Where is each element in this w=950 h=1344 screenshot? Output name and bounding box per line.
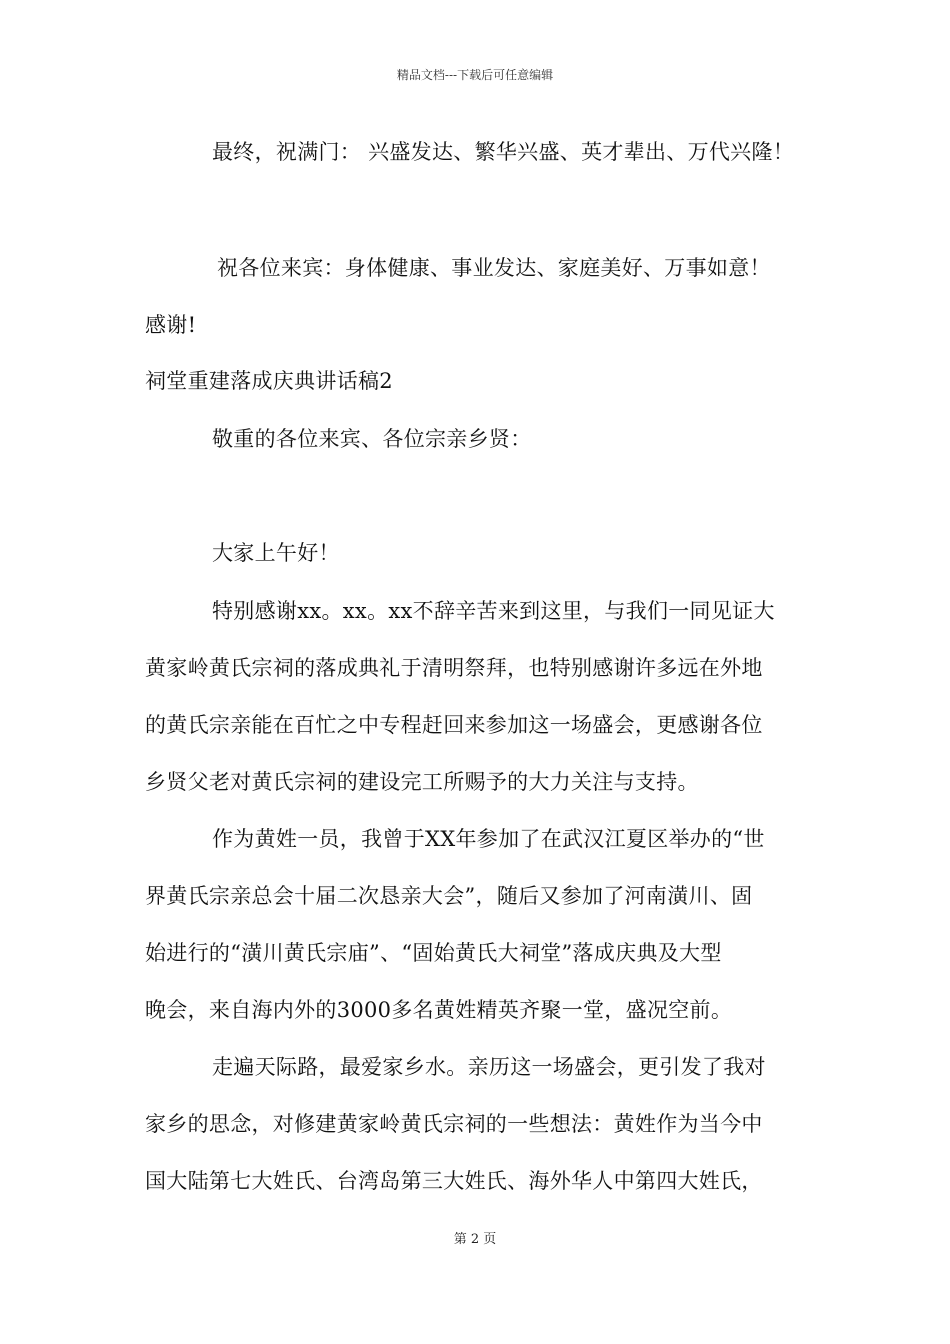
paragraph-line: 晚会，来自海内外的3000多名黄姓精英齐聚一堂，盛况空前。 — [145, 998, 733, 1022]
paragraph-line: 界黄氏宗亲总会十届二次恳亲大会”，随后又参加了河南潢川、固 — [145, 884, 753, 908]
paragraph-line: 家乡的思念，对修建黄家岭黄氏宗祠的一些想法：黄姓作为当今中 — [145, 1112, 763, 1136]
thanks-line: 感谢! — [145, 313, 197, 337]
paragraph-line: 的黄氏宗亲能在百忙之中专程赶回来参加这一场盛会，更感谢各位 — [145, 713, 763, 737]
section-title: 祠堂重建落成庆典讲话稿2 — [145, 369, 393, 393]
paragraph-line: 黄家岭黄氏宗祠的落成典礼于清明祭拜，也特别感谢许多远在外地 — [145, 656, 763, 680]
page-header: 精品文档---下载后可任意编辑 — [396, 68, 554, 82]
paragraph-line: 走遍天际路，最爱家乡水。亲历这一场盛会，更引发了我对 — [212, 1055, 766, 1079]
paragraph-line: 特别感谢xx。xx。xx不辞辛苦来到这里，与我们一同见证大 — [212, 599, 775, 623]
paragraph-line: 作为黄姓一员，我曾于XX年参加了在武汉江夏区举办的“世 — [212, 827, 765, 851]
greeting-line: 大家上午好！ — [212, 541, 340, 565]
paragraph-line: 国大陆第七大姓氏、台湾岛第三大姓氏、海外华人中第四大姓氏， — [145, 1169, 763, 1193]
salutation-line: 敬重的各位来宾、各位宗亲乡贤： — [212, 427, 532, 451]
page-number: 第 2 页 — [453, 1232, 497, 1247]
closing-wish-line: 最终，祝满门： 兴盛发达、繁华兴盛、英才辈出、万代兴隆！ — [212, 140, 795, 164]
paragraph-line: 乡贤父老对黄氏宗祠的建设完工所赐予的大力关注与支持。 — [145, 770, 699, 794]
paragraph-line: 始进行的“潢川黄氏宗庙”、“固始黄氏大祠堂”落成庆典及大型 — [145, 941, 722, 965]
guest-wish-line: 祝各位来宾：身体健康、事业发达、家庭美好、万事如意！ — [217, 256, 771, 280]
